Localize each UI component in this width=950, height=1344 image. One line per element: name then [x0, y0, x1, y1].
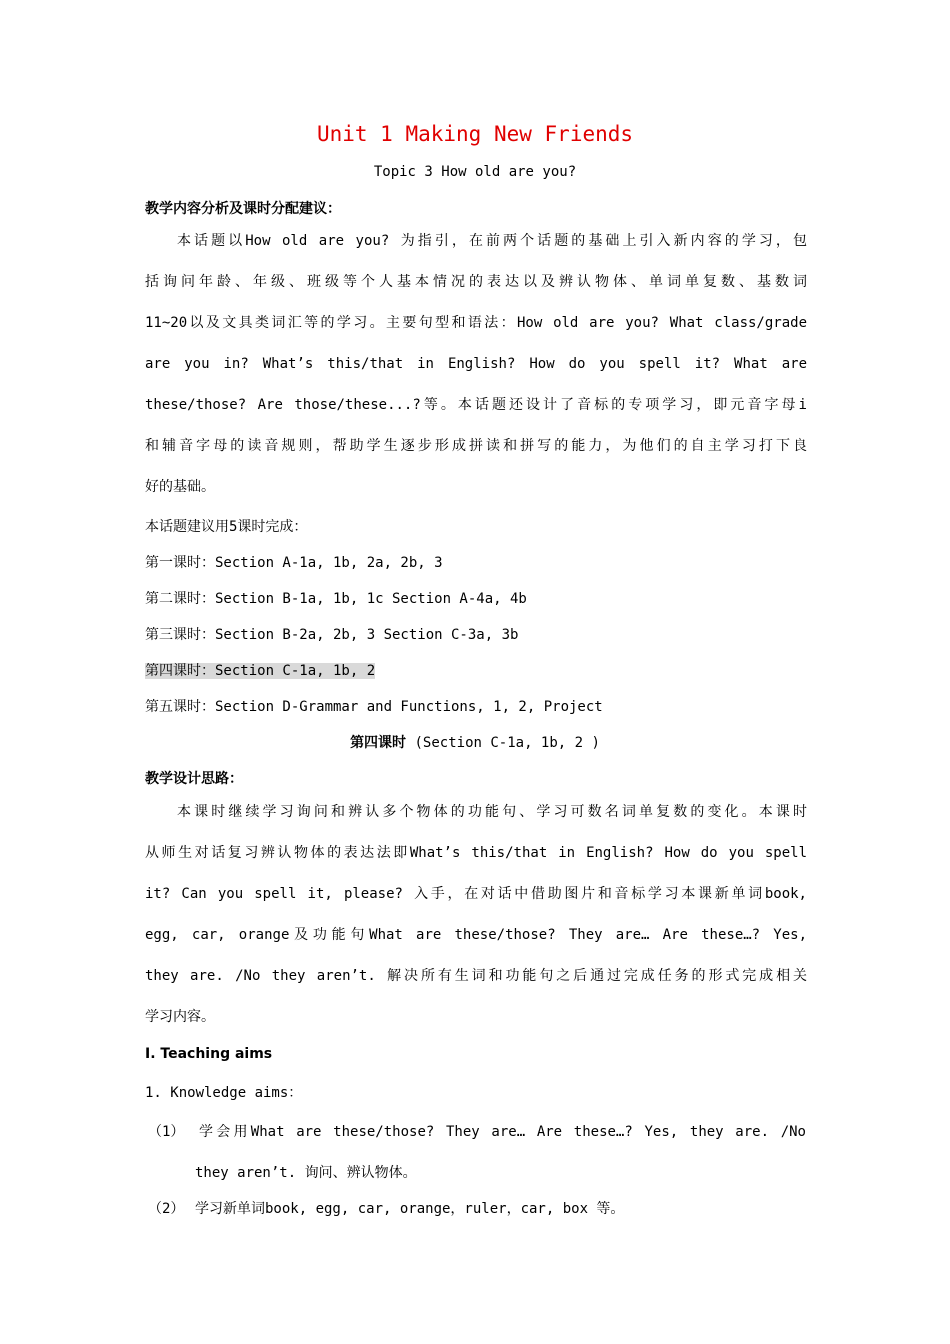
design-line: egg, car, orange及功能句What are these/those? They are… Are these…? Yes,	[145, 927, 807, 943]
topic-subtitle: Topic 3 How old are you?	[373, 164, 577, 180]
design-line: 从师生对话复习辨认物体的表达法即What’s this/that in English? How do you spell	[145, 845, 807, 861]
analysis-line: these/those? Are those/these...?等。本话题还设计了音标的专项学习，即元音字母i	[145, 397, 807, 413]
aim-text: 学习新单词book, egg, car, orange，ruler，car, box 等。	[195, 1201, 625, 1217]
knowledge-aims-heading: 1. Knowledge aims：	[145, 1085, 303, 1101]
aim-text-continued: they aren’t. 询问、辨认物体。	[195, 1165, 417, 1181]
design-line: 学习内容。	[145, 1009, 215, 1025]
analysis-paragraph	[145, 221, 807, 508]
highlight-mark: 第四课时：Section C-1a, 1b, 2	[145, 663, 376, 679]
schedule-item: 第一课时：Section A-1a, 1b, 2a, 2b, 3	[145, 555, 443, 571]
schedule-item: 第三课时：Section B-2a, 2b, 3 Section C-3a, 3b	[145, 627, 519, 643]
schedule-item-highlighted	[145, 660, 807, 680]
analysis-line: 本话题以How old are you? 为指引，在前两个话题的基础上引入新内容的学习，包	[177, 233, 807, 249]
analysis-line: 好的基础。	[145, 479, 215, 495]
schedule-item: 第五课时：Section D-Grammar and Functions, 1, 2, Project	[145, 699, 603, 715]
analysis-line: are you in? What’s this/that in English? How do you spell it? What are	[145, 356, 807, 372]
section-heading-design: 教学设计思路：	[145, 771, 243, 787]
schedule-item: 第二课时：Section B-1a, 1b, 1c Section A-4a, 4b	[145, 591, 527, 607]
lesson-heading-sections: (Section C-1a, 1b, 2 )	[406, 735, 600, 751]
analysis-line: 括询问年龄、年级、班级等个人基本情况的表达以及辨认物体、单词单复数、基数词	[145, 274, 807, 290]
design-line: it? Can you spell it, please? 入手，在对话中借助图片和音标学习本课新单词book,	[145, 886, 807, 902]
aim-label: （1）	[148, 1124, 185, 1140]
teaching-aims-heading: Ⅰ. Teaching aims	[145, 1046, 273, 1062]
lesson-heading	[0, 732, 950, 752]
section-heading-analysis: 教学内容分析及课时分配建议：	[145, 201, 341, 217]
lesson-heading-bold: 第四课时	[350, 735, 407, 751]
aim-label: （2）	[148, 1201, 185, 1217]
design-paragraph	[145, 792, 807, 1038]
analysis-line: 和辅音字母的读音规则，帮助学生逐步形成拼读和拼写的能力，为他们的自主学习打下良	[145, 438, 807, 454]
unit-title: Unit 1 Making New Friends	[316, 122, 634, 146]
schedule-intro: 本话题建议用5课时完成：	[145, 519, 308, 535]
design-line: 本课时继续学习询问和辨认多个物体的功能句、学习可数名词单复数的变化。本课时	[177, 804, 807, 820]
aim-text: 学会用What are these/those? They are… Are these…? Yes, they are. /No	[199, 1124, 806, 1140]
analysis-line: 11~20以及文具类词汇等的学习。主要句型和语法：How old are you? What class/grade	[145, 315, 807, 331]
design-line: they are. /No they aren’t. 解决所有生词和功能句之后通过完成任务的形式完成相关	[145, 968, 807, 984]
